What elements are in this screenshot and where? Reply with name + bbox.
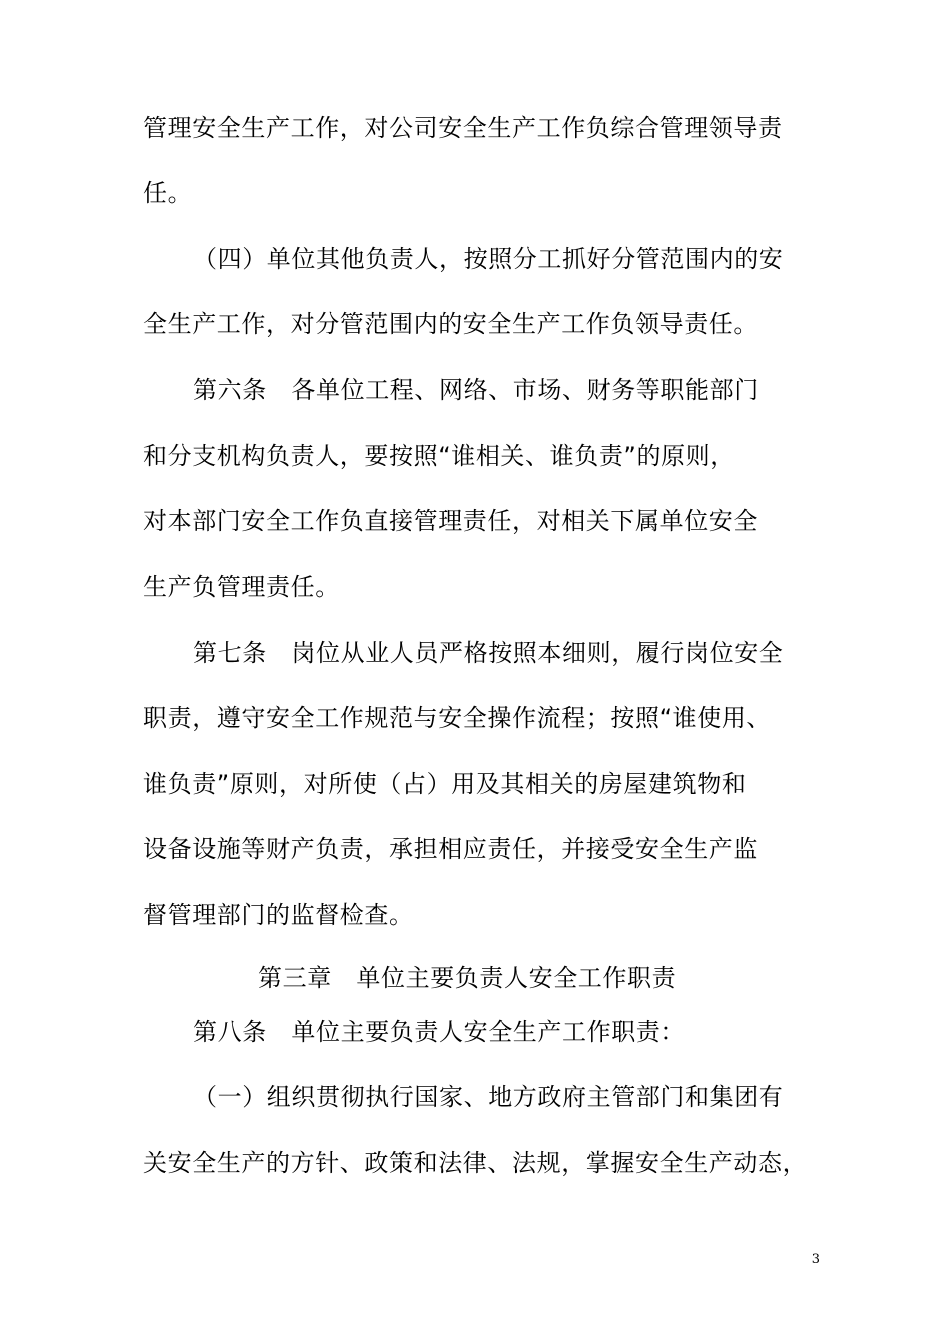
text-line: （一）组织贯彻执行国家、地方政府主管部门和集团有: [193, 1083, 784, 1111]
page-number: 3: [811, 1252, 820, 1267]
text-line: 和分支机构负责人，要按照“谁相关、谁负责”的原则，: [143, 442, 735, 470]
text-line: 督管理部门的监督检查。: [143, 901, 414, 929]
text-line: 全生产工作，对分管范围内的安全生产工作负领导责任。: [143, 310, 758, 338]
text-line: 第六条 各单位工程、网络、市场、财务等职能部门: [193, 376, 759, 404]
text-line: 关安全生产的方针、政策和法律、法规，掌握安全生产动态，: [143, 1149, 808, 1177]
chapter-heading: 第三章 单位主要负责人安全工作职责: [258, 964, 677, 992]
text-line: 职责，遵守安全工作规范与安全操作流程；按照“谁使用、: [143, 704, 772, 732]
text-line: 第八条 单位主要负责人安全生产工作职责：: [193, 1018, 685, 1046]
text-line: 第七条 岗位从业人员严格按照本细则，履行岗位安全: [193, 639, 784, 667]
text-line: 任。: [143, 179, 193, 207]
text-line: 谁负责”原则，对所使（占）用及其相关的房屋建筑物和: [143, 770, 747, 798]
text-line: 管理安全生产工作，对公司安全生产工作负综合管理领导责: [143, 114, 783, 142]
text-line: 设备设施等财产负责，承担相应责任，并接受安全生产监: [143, 835, 758, 863]
text-line: 生产负管理责任。: [143, 573, 340, 601]
text-line: 对本部门安全工作负直接管理责任，对相关下属单位安全: [143, 507, 758, 535]
text-line: （四）单位其他负责人，按照分工抓好分管范围内的安: [193, 245, 784, 273]
